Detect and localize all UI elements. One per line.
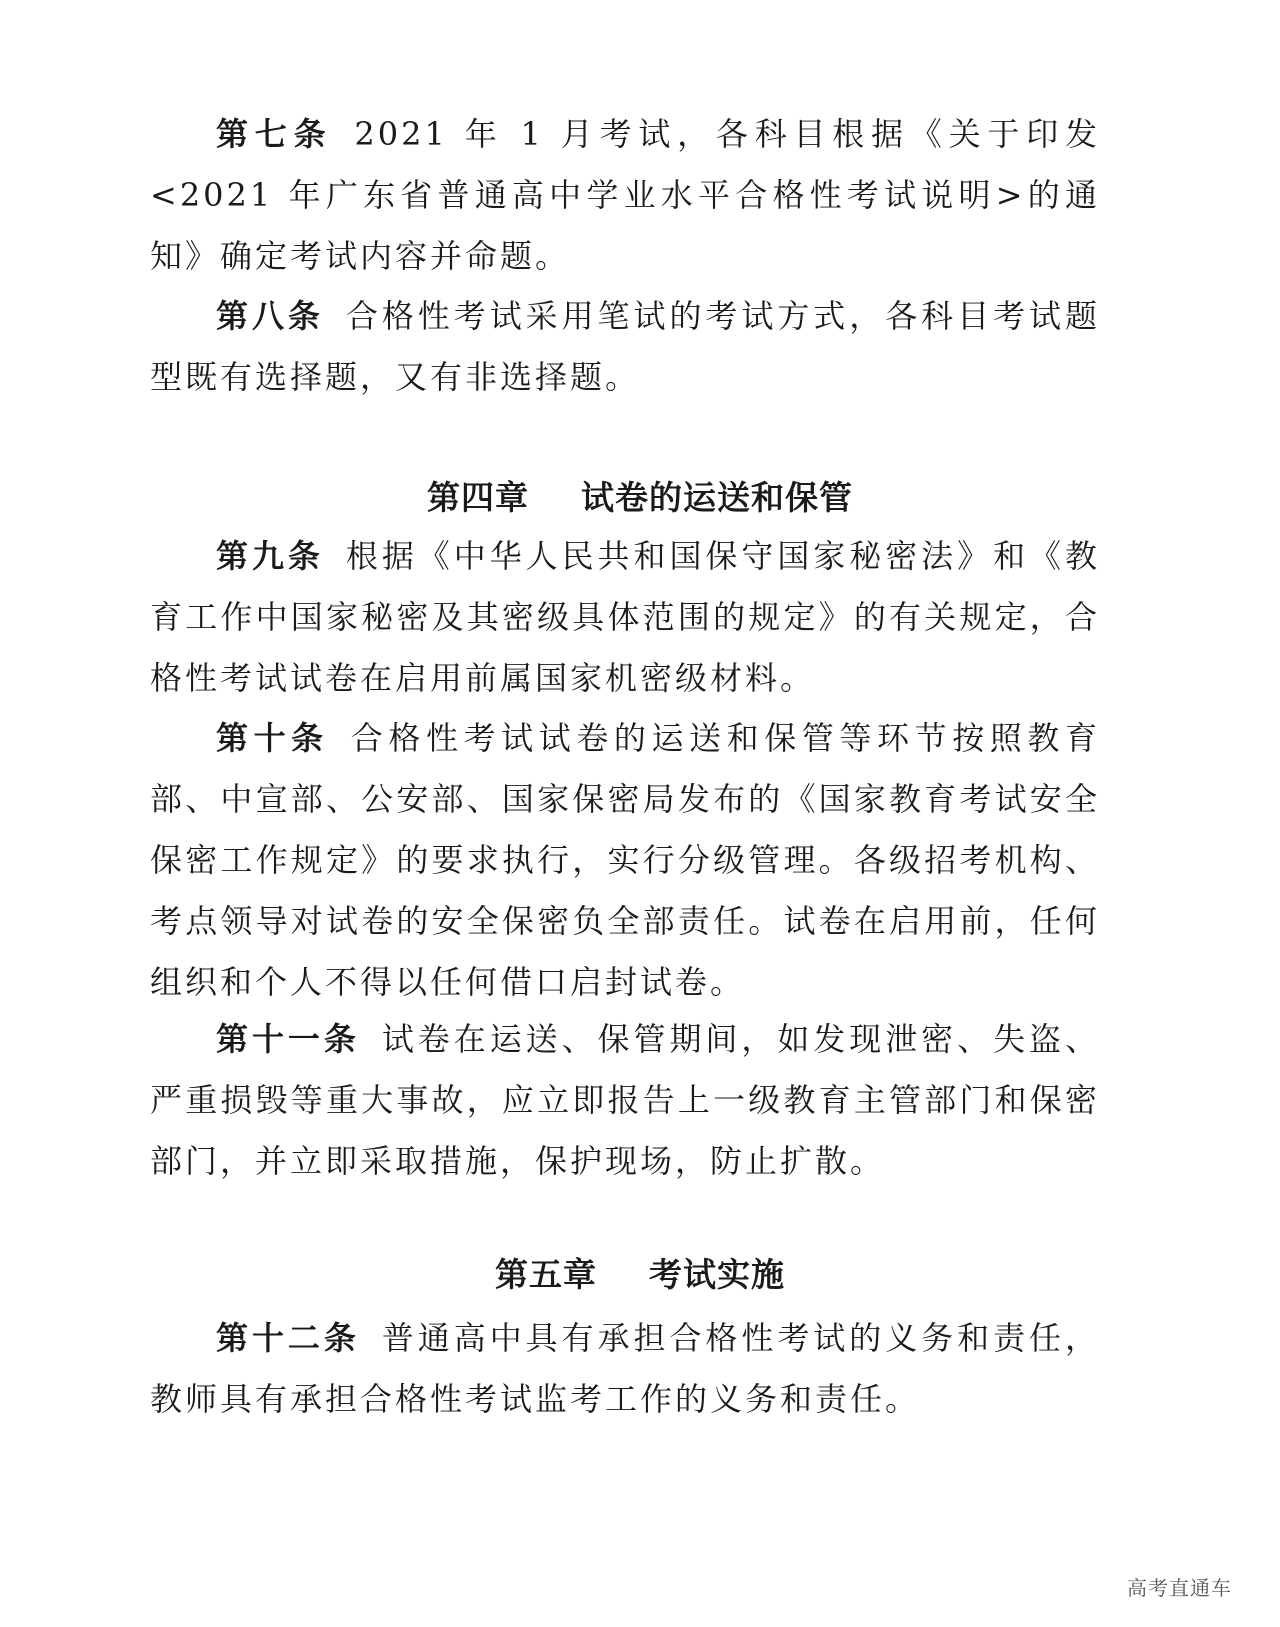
article-10 (150, 708, 1100, 1013)
watermark-text: 高考直通车 (1127, 1576, 1232, 1600)
article-text: 2021 年 1 月考试，各科目根据《关于印发<2021 年广东省普通高中学业水平合格性考试说明>的通知》确定考试内容并命题。 (150, 115, 1100, 275)
chapter-number: 第四章 (427, 478, 529, 517)
article-text: 根据《中华人民共和国保守国家秘密法》和《教育工作中国家秘密及其密级具体范围的规定》的有关规定，合格性考试试卷在启用前属国家机密级材料。 (150, 537, 1100, 697)
article-label: 第七条 (216, 115, 333, 153)
article-label: 第十一条 (216, 1020, 360, 1058)
article-text: 普通高中具有承担合格性考试的义务和责任，教师具有承担合格性考试监考工作的义务和责任。 (150, 1319, 1100, 1418)
article-text: 合格性考试试卷的运送和保管等环节按照教育部、中宣部、公安部、国家保密局发布的《国家教育考试安全保密工作规定》的要求执行，实行分级管理。各级招考机构、考点领导对试卷的安全保密负全部责任。试卷在启用前，任何组织和个人不得以任何借口启封试卷。 (150, 719, 1100, 1001)
chapter-title: 试卷的运送和保管 (581, 478, 853, 517)
article-label: 第九条 (216, 537, 324, 575)
chapter-5-heading (0, 1250, 1280, 1300)
chapter-number: 第五章 (495, 1255, 597, 1294)
chapter-4-heading (0, 473, 1280, 523)
article-text: 合格性考试采用笔试的考试方式，各科目考试题型既有选择题，又有非选择题。 (150, 297, 1100, 396)
article-12 (150, 1308, 1100, 1430)
article-label: 第十二条 (216, 1319, 360, 1357)
article-8 (150, 286, 1100, 408)
chapter-title: 考试实施 (649, 1255, 785, 1294)
article-text: 试卷在运送、保管期间，如发现泄密、失盗、严重损毁等重大事故，应立即报告上一级教育主管部门和保密部门，并立即采取措施，保护现场，防止扩散。 (150, 1020, 1100, 1180)
article-11 (150, 1009, 1100, 1192)
article-9 (150, 526, 1100, 709)
article-label: 第八条 (216, 297, 324, 335)
article-label: 第十条 (216, 719, 329, 757)
article-7 (150, 104, 1100, 287)
